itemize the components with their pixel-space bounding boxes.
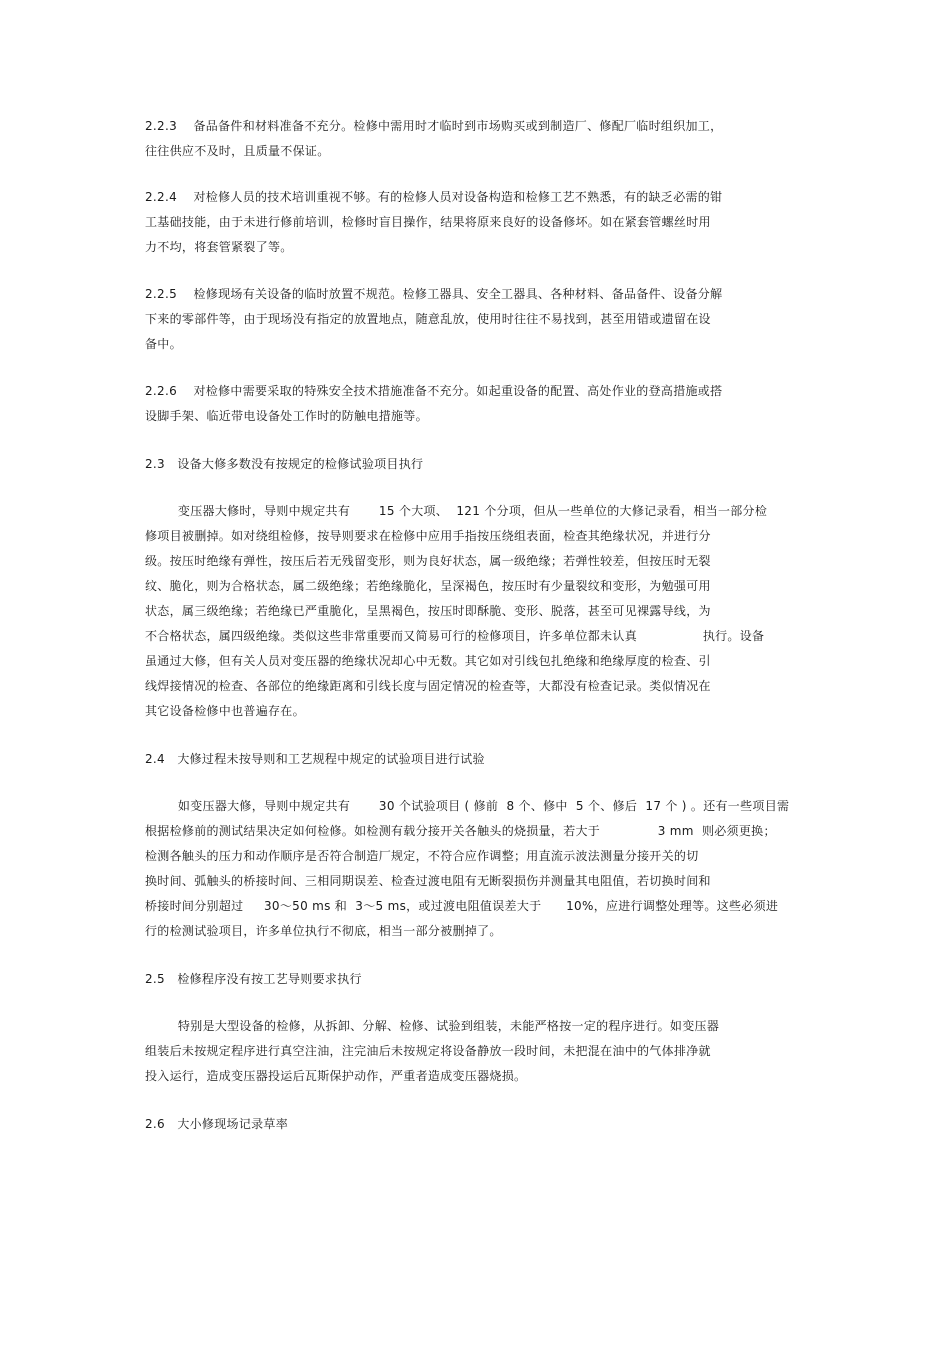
para-2-2-5-line-3: 备中。: [145, 337, 182, 351]
para-2-3-line-5: 状态，属三级绝缘；若绝缘已严重脆化，呈黑褐色，按压时即酥脆、变形、脱落，甚至可见裸露导线，为: [145, 604, 711, 618]
para-2-2-6-line-2: 设脚手架、临近带电设备处工作时的防触电措施等。: [145, 409, 428, 423]
para-2-2-4-line-2: 工基础技能，由于未进行修前培训，检修时盲目操作，结果将原来良好的设备修坏。如在紧套管螺丝时用: [145, 215, 711, 229]
heading-2-3: 2.3 设备大修多数没有按规定的检修试验项目执行: [145, 457, 424, 471]
para-2-2-5-line-1: 2.2.5 检修现场有关设备的临时放置不规范。检修工器具、安全工器具、各种材料、备品备件、设备分解: [145, 287, 723, 301]
para-2-4-line-3: 检测各触头的压力和动作顺序是否符合制造厂规定，不符合应作调整；用直流示波法测量分接开关的切: [145, 849, 699, 863]
para-2-3-line-9: 其它设备检修中也普遍存在。: [145, 704, 305, 718]
heading-2-4: 2.4 大修过程未按导则和工艺规程中规定的试验项目进行试验: [145, 752, 485, 766]
para-2-2-4-line-3: 力不均，将套管紧裂了等。: [145, 240, 293, 254]
para-2-2-5-line-2: 下来的零部件等，由于现场没有指定的放置地点，随意乱放，使用时往往不易找到，甚至用错或遗留在设: [145, 312, 711, 326]
para-2-4-line-2: 根据检修前的测试结果决定如何检修。如检测有载分接开关各触头的烧损量，若大于 3 mm 则必须更换；: [145, 824, 776, 838]
heading-2-5: 2.5 检修程序没有按工艺导则要求执行: [145, 972, 362, 986]
para-2-5-line-2: 组装后未按规定程序进行真空注油，注完油后未按规定将设备静放一段时间，未把混在油中的气体排净就: [145, 1044, 711, 1058]
para-2-3-line-1: 变压器大修时，导则中规定共有 15 个大项、 121 个分项，但从一些单位的大修记录看，相当一部分检: [145, 504, 768, 518]
para-2-5-line-3: 投入运行，造成变压器投运后瓦斯保护动作，严重者造成变压器烧损。: [145, 1069, 527, 1083]
para-2-3-line-2: 修项目被删掉。如对绕组检修，按导则要求在检修中应用手指按压绕组表面，检查其绝缘状况，并进行分: [145, 529, 711, 543]
para-2-5-line-1: 特别是大型设备的检修，从拆卸、分解、检修、试验到组装，未能严格按一定的程序进行。如变压器: [145, 1019, 720, 1033]
heading-2-6: 2.6 大小修现场记录草率: [145, 1117, 289, 1131]
para-2-3-line-7: 虽通过大修，但有关人员对变压器的绝缘状况却心中无数。其它如对引线包扎绝缘和绝缘厚度的检查、引: [145, 654, 711, 668]
para-2-2-6-line-1: 2.2.6 对检修中需要采取的特殊安全技术措施准备不充分。如起重设备的配置、高处作业的登高措施或搭: [145, 384, 723, 398]
para-2-4-line-5: 桥接时间分别超过 30～50 ms 和 3～5 ms，或过渡电阻值误差大于 10%，应进行调整处理等。这些必须进: [145, 899, 779, 913]
para-2-2-3-line-1: 2.2.3 备品备件和材料准备不充分。检修中需用时才临时到市场购买或到制造厂、修配厂临时组织加工，: [145, 119, 723, 133]
para-2-2-3-line-2: 往往供应不及时，且质量不保证。: [145, 144, 330, 158]
para-2-3-line-4: 纹、脆化，则为合格状态，属二级绝缘；若绝缘脆化，呈深褐色，按压时有少量裂纹和变形，为勉强可用: [145, 579, 711, 593]
para-2-2-4-line-1: 2.2.4 对检修人员的技术培训重视不够。有的检修人员对设备构造和检修工艺不熟悉，有的缺乏必需的钳: [145, 190, 723, 204]
para-2-4-line-6: 行的检测试验项目，许多单位执行不彻底，相当一部分被删掉了。: [145, 924, 502, 938]
para-2-3-line-8: 线焊接情况的检查、各部位的绝缘距离和引线长度与固定情况的检查等，大都没有检查记录。类似情况在: [145, 679, 711, 693]
para-2-3-line-3: 级。按压时绝缘有弹性，按压后若无残留变形，则为良好状态，属一级绝缘；若弹性较差，但按压时无裂: [145, 554, 711, 568]
para-2-3-line-6: 不合格状态，属四级绝缘。类似这些非常重要而又简易可行的检修项目，许多单位都未认真 执行。设备: [145, 629, 765, 643]
para-2-4-line-4: 换时间、弧触头的桥接时间、三相同期误差、检查过渡电阻有无断裂损伤并测量其电阻值，若切换时间和: [145, 874, 711, 888]
para-2-4-line-1: 如变压器大修，导则中规定共有 30 个试验项目 ( 修前 8 个、修中 5 个、修后 17 个 ) 。还有一些项目需: [145, 799, 790, 813]
